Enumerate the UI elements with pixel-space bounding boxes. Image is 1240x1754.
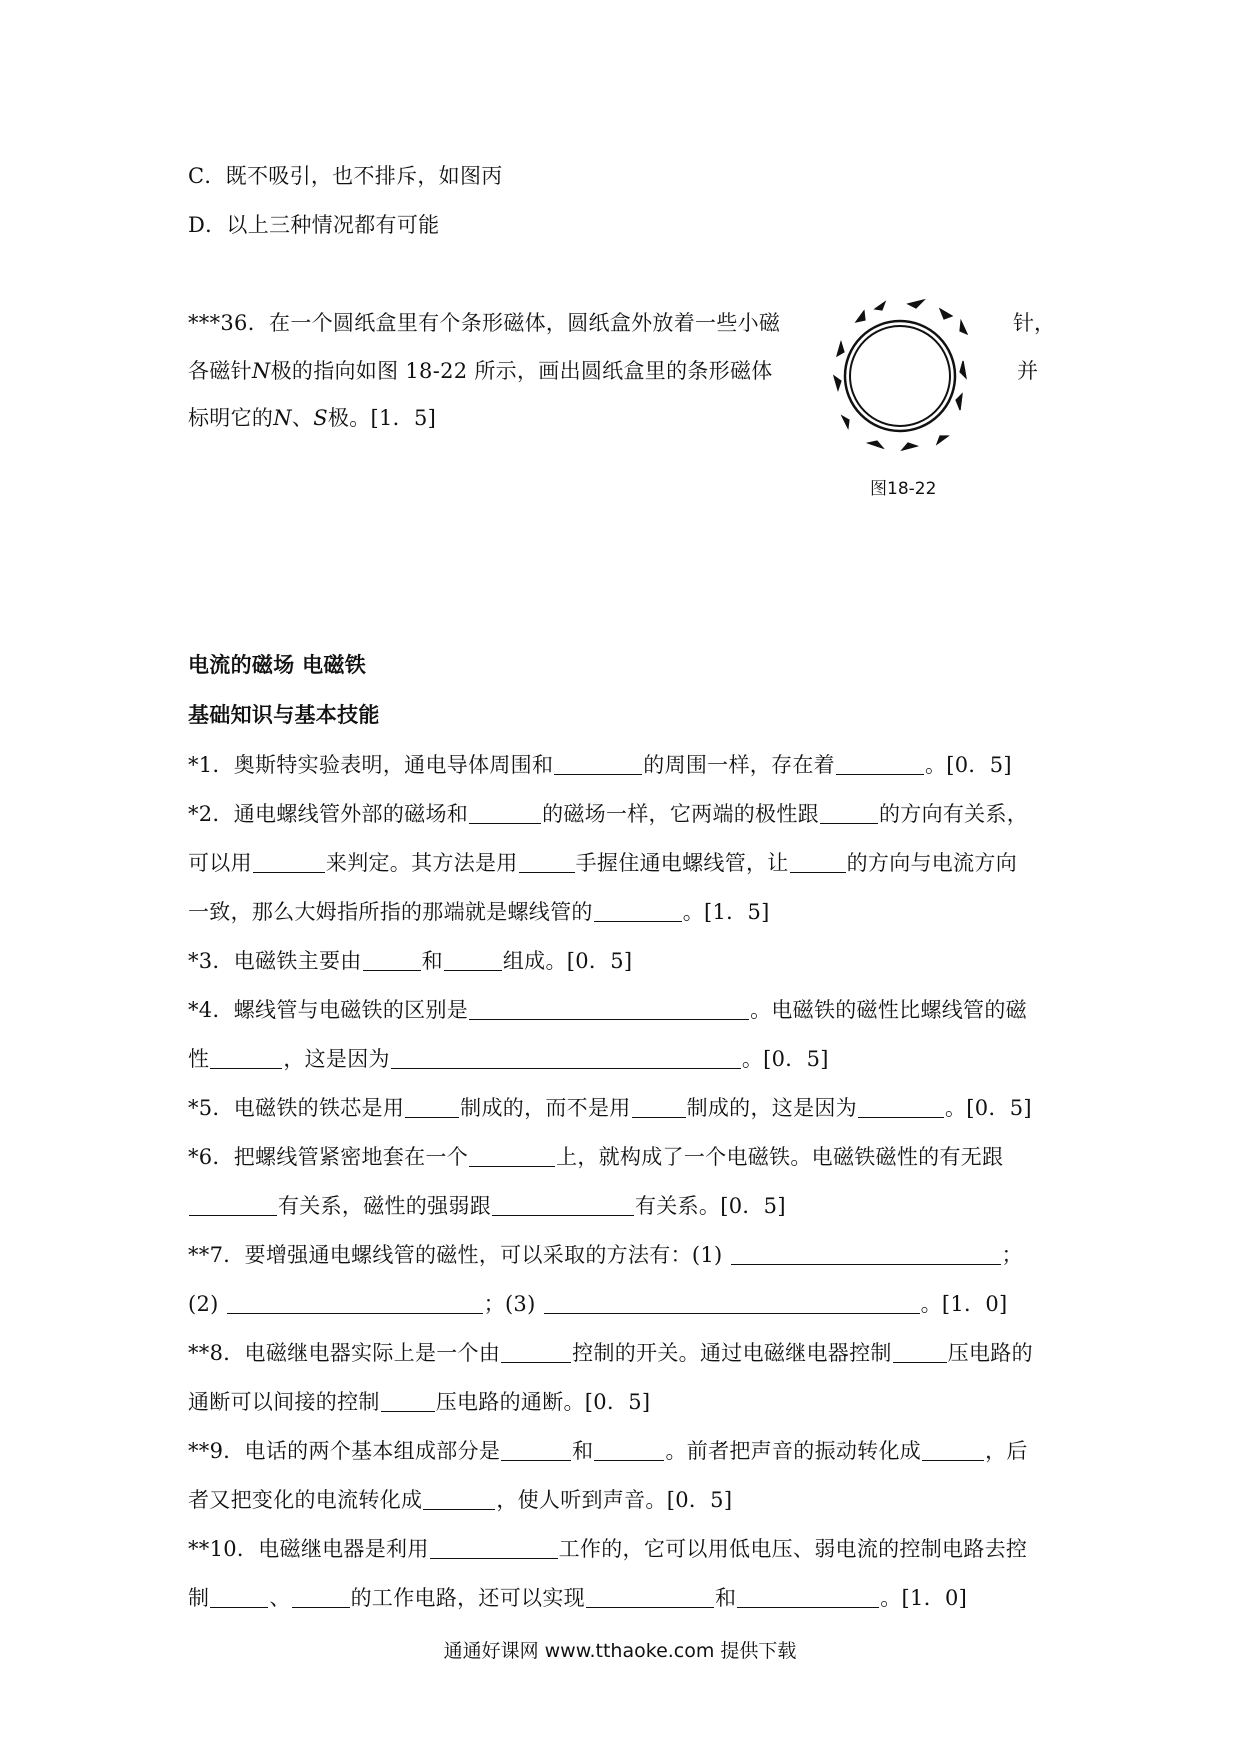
- figure-caption: 图18-22: [870, 479, 937, 499]
- question-6-line2: 有关系，磁性的强弱跟 有关系。[0．5]: [188, 1193, 786, 1219]
- section-subtitle: 基础知识与基本技能: [188, 703, 380, 727]
- q36-line1: ***36．在一个圆纸盒里有个条形磁体，圆纸盒外放着一些小磁: [188, 311, 781, 335]
- question-1: *1．奥斯特实验表明，通电导体周围和 的周围一样，存在着 。[0．5]: [188, 753, 1012, 777]
- answer-blank: [586, 1587, 714, 1608]
- figure-18-22: [820, 296, 980, 456]
- answer-blank: [381, 1391, 435, 1412]
- question-9-line2: 者又把变化的电流转化成 ，使人听到声音。[0．5]: [188, 1488, 733, 1512]
- section-title: 电流的磁场 电磁铁: [188, 653, 367, 677]
- q36-line3: 标明它的N、S极。[1．5]: [188, 406, 437, 430]
- answer-blank: [253, 852, 325, 873]
- answer-blank: [430, 1538, 558, 1559]
- question-2-line1: *2．通电螺线管外部的磁场和 的磁场一样，它两端的极性跟 的方向有关系，: [188, 802, 1029, 826]
- answer-blank: [501, 1342, 571, 1363]
- paper-box-outer-circle: [845, 321, 955, 431]
- answer-blank: [469, 803, 541, 824]
- answer-blank: [836, 754, 924, 775]
- answer-blank: [632, 1097, 686, 1118]
- answer-blank: [554, 754, 642, 775]
- question-9-line1: **9．电话的两个基本组成部分是 和 。前者把声音的振动转化成 ，后: [188, 1439, 1028, 1463]
- answer-blank: [423, 1489, 495, 1510]
- answer-blank: [189, 1195, 277, 1216]
- answer-blank: [594, 1440, 664, 1461]
- q36-line1-end: 针，: [1013, 311, 1055, 335]
- question-10-line1: **10．电磁继电器是利用 工作的，它可以用低电压、弱电流的控制电路去控: [188, 1537, 1028, 1561]
- answer-blank: [820, 803, 878, 824]
- answer-blank: [405, 1097, 459, 1118]
- answer-blank: [210, 1587, 268, 1608]
- paper-box-inner-circle: [850, 326, 950, 426]
- question-7-line2: (2) ；(3) 。[1．0]: [188, 1292, 1008, 1316]
- answer-blank: [363, 950, 421, 971]
- question-7-line1: **7．要增强通电螺线管的磁性，可以采取的方法有：(1) ；: [188, 1243, 1023, 1267]
- answer-blank: [519, 852, 575, 873]
- question-4-line1: *4．螺线管与电磁铁的区别是 。电磁铁的磁性比螺线管的磁: [188, 998, 1027, 1022]
- option-d: D．以上三种情况都有可能: [188, 213, 440, 237]
- answer-blank: [492, 1195, 634, 1216]
- q36-line2: 各磁针N极的指向如图 18-22 所示，画出圆纸盒里的条形磁体: [188, 359, 773, 383]
- answer-blank: [731, 1244, 1001, 1265]
- answer-blank: [893, 1342, 947, 1363]
- answer-blank: [391, 1048, 741, 1069]
- question-6-line1: *6．把螺线管紧密地套在一个 上，就构成了一个电磁铁。电磁铁磁性的有无跟: [188, 1145, 1004, 1169]
- answer-blank: [544, 1293, 920, 1314]
- answer-blank: [790, 852, 846, 873]
- question-8-line1: **8．电磁继电器实际上是一个由 控制的开关。通过电磁继电器控制 压电路的: [188, 1341, 1033, 1365]
- answer-blank: [444, 950, 502, 971]
- question-8-line2: 通断可以间接的控制 压电路的通断。[0．5]: [188, 1390, 651, 1414]
- answer-blank: [594, 901, 682, 922]
- answer-blank: [227, 1293, 483, 1314]
- answer-blank: [858, 1097, 944, 1118]
- question-2-line3: 一致，那么大姆指所指的那端就是螺线管的 。[1．5]: [188, 900, 770, 924]
- question-10-line2: 制 、 的工作电路，还可以实现 和 。[1．0]: [188, 1586, 968, 1610]
- compass-needles: [834, 300, 967, 450]
- option-c: C．既不吸引，也不排斥，如图丙: [188, 164, 503, 188]
- answer-blank: [469, 999, 749, 1020]
- answer-blank: [737, 1587, 879, 1608]
- page-footer: 通通好课网 www.tthaoke.com 提供下载: [443, 1640, 797, 1662]
- question-3: *3．电磁铁主要由 和 组成。[0．5]: [188, 949, 633, 973]
- question-5: *5．电磁铁的铁芯是用 制成的，而不是用 制成的，这是因为 。[0．5]: [188, 1096, 1032, 1120]
- answer-blank: [210, 1048, 282, 1069]
- answer-blank: [501, 1440, 571, 1461]
- q36-line2-end: 并: [1017, 359, 1038, 383]
- question-4-line2: 性 ，这是因为 。[0．5]: [188, 1047, 829, 1071]
- answer-blank: [469, 1146, 555, 1167]
- answer-blank: [292, 1587, 350, 1608]
- answer-blank: [922, 1440, 984, 1461]
- question-2-line2: 可以用 来判定。其方法是用 手握住通电螺线管，让 的方向与电流方向: [188, 851, 1018, 875]
